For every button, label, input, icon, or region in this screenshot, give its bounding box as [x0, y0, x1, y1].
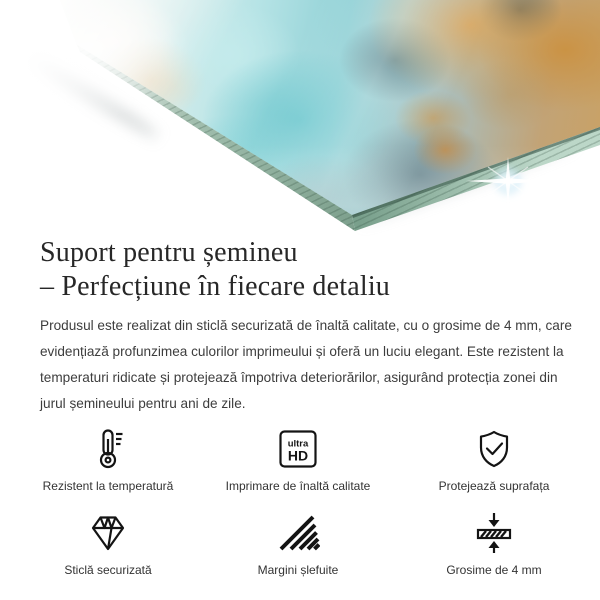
feature-label: Imprimare de înaltă calitate: [225, 478, 371, 493]
shield-check-icon: [472, 427, 516, 471]
page-title: [40, 236, 570, 304]
feature-label: Margini șlefuite: [257, 562, 339, 577]
hero-product-image: [0, 0, 600, 234]
thermometer-icon: [86, 427, 130, 471]
ultra-hd-icon: [276, 427, 320, 471]
feature-label: Grosime de 4 mm: [446, 562, 542, 577]
sparkle-icon: [460, 147, 556, 215]
feature-thickness: [410, 511, 578, 577]
product-description: Produsul este realizat din sticlă securizată de înaltă calitate, cu o grosime de 4 mm, care evidențiază profunzimea culorilor imprimeului și oferă un luciu elegant. Este rezistent la temperaturi ridicate și protejează împotriva deteriorărilor, asigurând protecția zonei din jurul șemineului pentru ani de zile.: [40, 318, 572, 411]
feature-surface-protection: [410, 427, 578, 493]
feature-label: Protejează suprafața: [438, 478, 550, 493]
thickness-icon: [472, 511, 516, 555]
feature-label: Sticlă securizată: [64, 562, 152, 577]
polished-edges-icon: [276, 511, 320, 555]
feature-print-quality: [186, 427, 410, 493]
features-grid: [30, 427, 570, 577]
ultra-hd-text-top: ultra: [287, 438, 309, 450]
ultra-hd-text-bottom: HD: [287, 447, 309, 464]
feature-polished-edges: [186, 511, 410, 577]
page-title-line2: – Perfecțiune în fiecare detaliu: [40, 271, 391, 302]
feature-tempered-glass: [30, 511, 186, 577]
feature-temperature: [30, 427, 186, 493]
page-title-line1: Suport pentru șemineu: [40, 237, 298, 268]
diamond-icon: [86, 511, 130, 555]
feature-label: Rezistent la temperatură: [42, 478, 174, 493]
